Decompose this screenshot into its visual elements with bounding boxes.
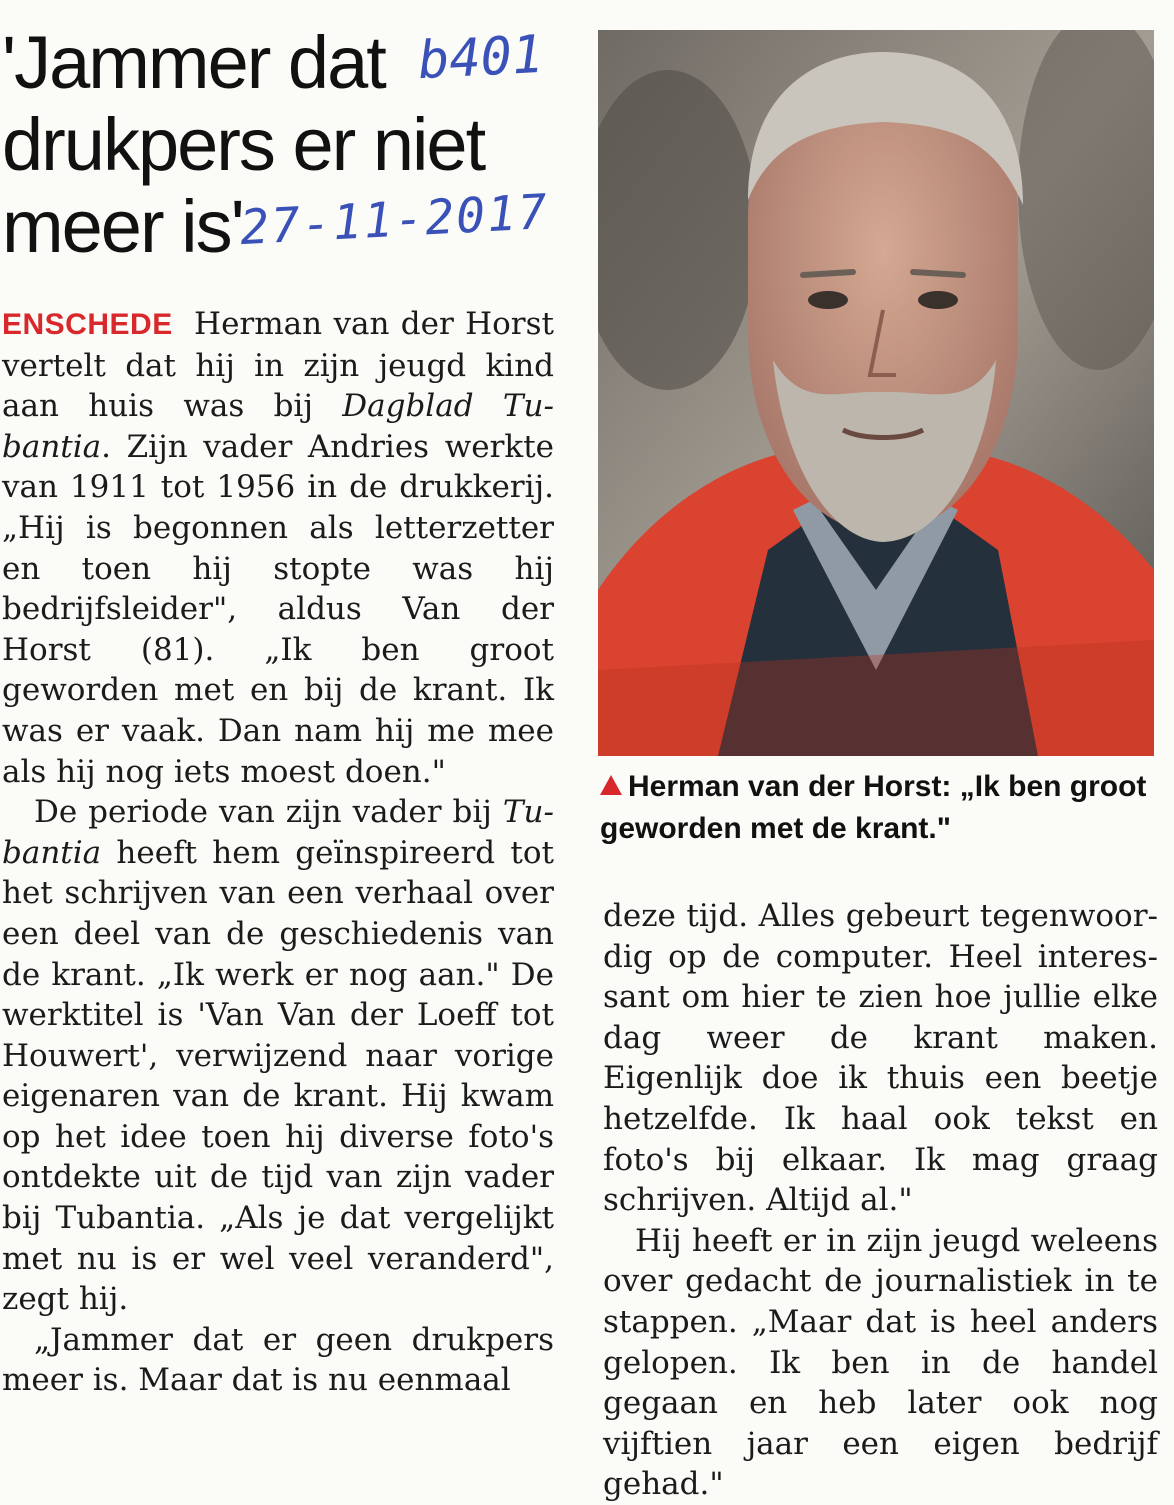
photo-caption — [600, 766, 1160, 850]
article-column-left — [2, 304, 554, 1401]
text-run: De periode van zijn vader bij — [34, 794, 503, 831]
handwritten-date: 27-11-2017 — [238, 183, 551, 257]
text-run: heeft hem geïnspireerd tot het schrijven van een verhaal over een deel van de geschiedenis van de krant. „Ik werk er nog aan." De werktitel is 'Van Van der Loeff tot Houwert', verwijzend naar vorige eigenaren van de krant. Hij kwam op het idee toen hij diverse foto's ontdekte uit de tijd van zijn vader bij Tubantia. „Als je dat vergelijkt met nu is er wel veel veranderd", zegt hij. — [2, 834, 554, 1318]
headline-line-1: 'Jammer dat — [2, 21, 385, 104]
paragraph-body — [2, 306, 554, 790]
text-run: Herman van der Horst vertelt dat hij in zijn jeugd kind aan huis was bij — [2, 306, 554, 425]
text-run: „Jammer dat er geen drukpers meer is. Maar dat is nu eenmaal — [2, 1321, 554, 1399]
dateline: ENSCHEDE — [2, 308, 173, 341]
article-paragraph-1 — [2, 304, 554, 792]
italic-run: Dagblad Tubantia — [2, 388, 554, 465]
text-run: . Zijn vader Andries werkte van 1911 tot 1956 in de drukkerij. „Hij is begonnen als letterzetter en toen hij stopte was hij bedrijfsleider", aldus Van der Horst (81). „Ik ben groot geworden met en bij de krant. Ik was er vaak. Dan nam hij me mee als hij nog iets moest doen." — [2, 428, 554, 790]
text-run: Hij heeft er in zijn jeugd weleens over gedacht de journalistiek in te stappen. „Maar dat is heel anders gelopen. Ik ben in de handel gegaan en heb later ook nog vijftien jaar een eigen bedrijf gehad." — [603, 1222, 1158, 1503]
article-paragraph-2 — [2, 792, 554, 1320]
headline-line-3: meer is' — [2, 185, 243, 268]
caption-text: Herman van der Horst: „Ik ben groot geworden met de krant." — [600, 770, 1147, 845]
handwritten-archive-code: b401 — [416, 24, 545, 92]
portrait-illustration — [598, 30, 1154, 756]
headline-line-2: drukpers er niet — [2, 103, 485, 186]
article-paragraph-4 — [603, 1221, 1158, 1505]
portrait-photo — [598, 30, 1154, 756]
article-paragraph-3 — [2, 1320, 554, 1401]
italic-run: Tubantia — [2, 794, 554, 871]
text-run: deze tijd. Alles gebeurt tegenwoordig op de computer. Heel interessant om hier te zien hoe jullie elke dag weer de krant maken. Eigenlijk doe ik thuis een beetje hetzelfde. Ik haal ook tekst en foto's bij elkaar. Ik mag graag schrijven. Altijd al." — [603, 898, 1158, 1219]
article-paragraph-3-continued — [603, 896, 1158, 1221]
triangle-up-icon — [600, 775, 622, 795]
article-column-right — [603, 896, 1158, 1505]
